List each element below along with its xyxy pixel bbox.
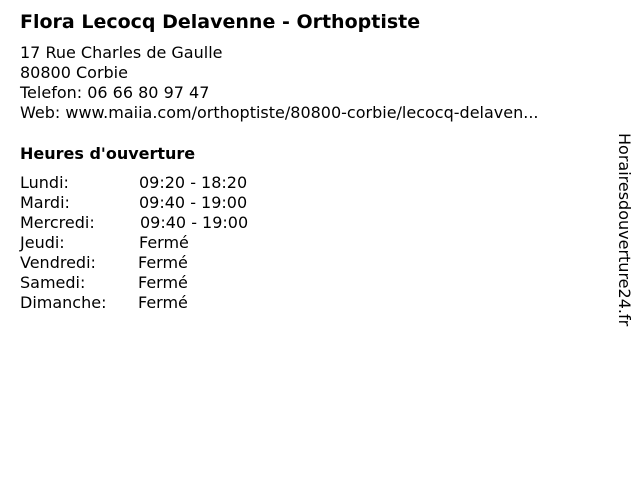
phone-number: Telefon: 06 66 80 97 47 — [20, 83, 210, 102]
watermark-text: Horairesdouverture24.fr — [615, 133, 634, 327]
hours-value: Fermé — [138, 253, 188, 272]
day-label: Vendredi: — [20, 253, 96, 272]
address-city: 80800 Corbie — [20, 63, 128, 82]
hours-value: Fermé — [138, 293, 188, 312]
day-label: Mercredi: — [20, 213, 95, 232]
day-label: Jeudi: — [20, 233, 65, 252]
hours-value: 09:40 - 19:00 — [139, 193, 248, 212]
watermark — [612, 133, 636, 345]
day-label: Mardi: — [20, 193, 70, 212]
hours-value: Fermé — [138, 273, 188, 292]
hours-heading: Heures d'ouverture — [20, 144, 196, 163]
hours-value: Fermé — [139, 233, 189, 252]
day-label: Samedi: — [20, 273, 86, 292]
business-info — [20, 43, 539, 123]
hours-value: 09:20 - 18:20 — [139, 173, 248, 192]
day-label: Lundi: — [20, 173, 69, 192]
website-url: Web: www.maiia.com/orthoptiste/80800-corbie/lecocq-delaven... — [20, 103, 539, 122]
hours-value: 09:40 - 19:00 — [140, 213, 249, 232]
day-label: Dimanche: — [20, 293, 107, 312]
business-name: Flora Lecocq Delavenne - Orthoptiste — [20, 11, 421, 33]
address-street: 17 Rue Charles de Gaulle — [20, 43, 223, 62]
